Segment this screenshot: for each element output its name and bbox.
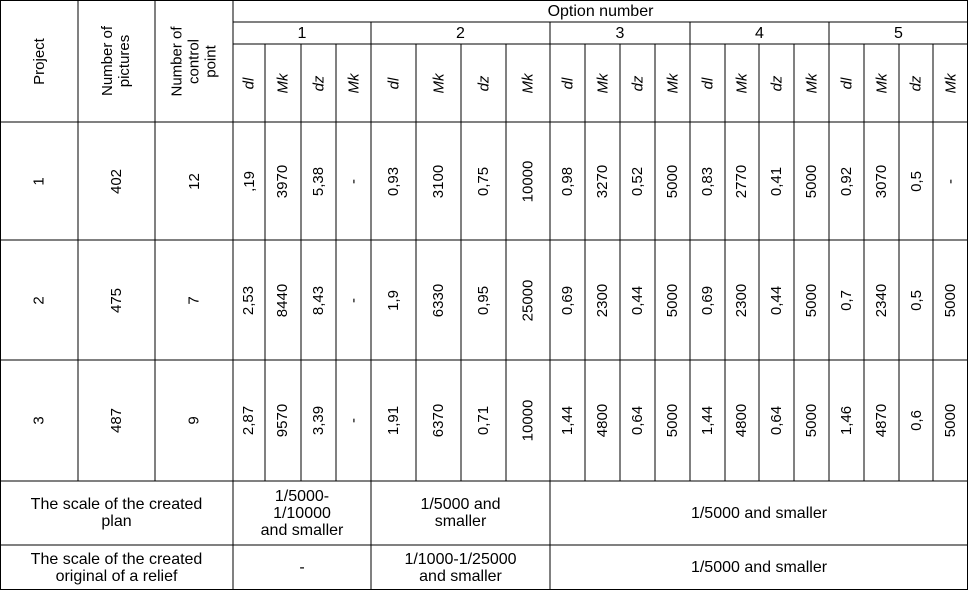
footer-relief-label: The scale of the created original of a relief <box>30 550 203 585</box>
cell-row3-opt3-col3 <box>620 360 655 481</box>
row-1-pictures-value: 402 <box>108 168 125 194</box>
cell-row3-opt2-col3 <box>461 360 506 481</box>
cell-row1-opt5-col1-text: 0,92 <box>837 166 855 196</box>
subheader-opt3-col2 <box>585 44 620 122</box>
cell-row1-opt4-col2 <box>725 122 759 240</box>
subheader-opt2-col2-text: Mk <box>430 73 447 93</box>
cell-row3-opt1-col3-text: 3,39 <box>309 405 327 436</box>
cell-row2-opt2-col3-text: 0,95 <box>474 285 492 315</box>
cell-row1-opt4-col3-text: 0,41 <box>767 166 785 196</box>
cell-row2-opt1-col4 <box>336 240 371 360</box>
cell-row3-opt4-col1-text: 1,44 <box>698 405 716 436</box>
cell-row1-opt1-col3 <box>301 122 336 240</box>
row-2-control-value: 7 <box>185 295 203 305</box>
subheader-opt1-col4-text: Mk <box>345 73 362 93</box>
subheader-opt2-col2 <box>416 44 461 122</box>
cell-row3-opt5-col1 <box>829 360 864 481</box>
cell-row2-opt2-col4-text: 25000 <box>519 279 537 321</box>
cell-row2-opt5-col3 <box>899 240 933 360</box>
header-num-control-label: Number of control point <box>168 25 220 97</box>
subheader-opt4-col1-text: dl <box>699 77 716 89</box>
cell-row3-opt1-col3 <box>301 360 336 481</box>
row-3-project-value: 3 <box>30 416 48 425</box>
subheader-opt4-col3 <box>759 44 794 122</box>
cell-row3-opt4-col4-text: 5000 <box>803 403 820 438</box>
cell-row2-opt5-col2-text: 2340 <box>873 283 890 317</box>
cell-row2-opt2-col4 <box>506 240 550 360</box>
cell-row1-opt4-col1 <box>690 122 725 240</box>
cell-row1-opt1-col2 <box>265 122 301 240</box>
cell-row3-opt3-col1 <box>550 360 585 481</box>
footer-relief-option-3-5: 1/5000 and smaller <box>690 559 828 576</box>
cell-row2-opt2-col3 <box>461 240 506 360</box>
cell-row1-opt3-col1 <box>550 122 585 240</box>
cell-row1-opt1-col3-text: 5,38 <box>309 166 327 196</box>
footer-plan-option-2: 1/5000 and smaller <box>420 496 501 530</box>
header-option-number: Option number <box>547 2 654 20</box>
footer-relief-option-2: 1/1000-1/25000 and smaller <box>404 550 517 585</box>
cell-row1-opt3-col3 <box>620 122 655 240</box>
cell-row3-opt3-col3-text: 0,64 <box>628 405 646 436</box>
subheader-opt5-col4 <box>933 44 968 122</box>
cell-row2-opt2-col1-text: 1,9 <box>384 289 402 311</box>
subheader-opt4-col1 <box>690 44 725 122</box>
cell-row3-opt1-col2-text: 9570 <box>274 403 292 438</box>
cell-row3-opt1-col4 <box>336 360 371 481</box>
cell-row3-opt2-col2-text: 6370 <box>430 403 447 438</box>
row-2-pictures-value: 475 <box>108 287 125 313</box>
cell-row3-opt5-col2-text: 4870 <box>873 403 890 438</box>
subheader-opt1-col2-text: Mk <box>274 73 292 93</box>
cell-row1-opt3-col1-text: 0,98 <box>558 166 576 196</box>
subheader-opt5-col2-text: Mk <box>873 73 890 93</box>
subheader-opt3-col1 <box>550 44 585 122</box>
cell-row3-opt4-col1 <box>690 360 725 481</box>
cell-row1-opt5-col4 <box>933 122 968 240</box>
footer-plan-option-1: 1/5000- 1/10000 and smaller <box>260 487 344 539</box>
cell-row3-opt4-col4 <box>794 360 829 481</box>
cell-row1-opt2-col4 <box>506 122 550 240</box>
cell-row2-opt4-col4-text: 5000 <box>803 283 820 317</box>
cell-row3-opt2-col2 <box>416 360 461 481</box>
subheader-opt2-col3 <box>461 44 506 122</box>
cell-row2-opt5-col4-text: 5000 <box>942 283 959 317</box>
cell-row1-opt2-col3-text: 0,75 <box>474 166 492 196</box>
cell-row1-opt1-col1 <box>233 122 265 240</box>
cell-row3-opt5-col3-text: 0,6 <box>907 410 925 431</box>
row-1-control <box>155 122 233 240</box>
cell-row3-opt1-col2 <box>265 360 301 481</box>
cell-row2-opt1-col3 <box>301 240 336 360</box>
cell-row2-opt4-col1-text: 0,69 <box>698 285 716 315</box>
row-2-control <box>155 240 233 360</box>
subheader-opt5-col1 <box>829 44 864 122</box>
footer-relief-option-1: - <box>299 559 305 576</box>
cell-row2-opt1-col4-text: - <box>345 297 362 303</box>
cell-row3-opt3-col1-text: 1,44 <box>558 405 576 436</box>
cell-row1-opt1-col4 <box>336 122 371 240</box>
cell-row3-opt2-col3-text: 0,71 <box>474 405 492 436</box>
option-number-1: 1 <box>297 24 307 42</box>
cell-row2-opt5-col4 <box>933 240 968 360</box>
cell-row1-opt5-col2 <box>864 122 899 240</box>
subheader-opt1-col3-text: dz <box>310 75 327 91</box>
row-1-control-value: 12 <box>185 172 203 190</box>
option-number-4: 4 <box>755 24 764 42</box>
cell-row2-opt3-col2 <box>585 240 620 360</box>
option-number-5: 5 <box>894 24 903 42</box>
row-3-pictures-value: 487 <box>108 407 125 434</box>
row-2-pictures <box>78 240 155 360</box>
subheader-opt3-col4-text: Mk <box>664 73 681 93</box>
subheader-opt5-col4-text: Mk <box>942 73 959 93</box>
subheader-opt5-col1-text: dl <box>838 77 855 89</box>
cell-row2-opt4-col2-text: 2300 <box>733 283 751 317</box>
subheader-opt3-col3-text: dz <box>629 75 646 91</box>
subheader-opt1-col3 <box>301 44 336 122</box>
subheader-opt4-col3-text: dz <box>768 75 785 91</box>
cell-row2-opt4-col4 <box>794 240 829 360</box>
cell-row1-opt2-col2-text: 3100 <box>430 164 447 198</box>
subheader-opt3-col2-text: Mk <box>594 73 611 93</box>
subheader-opt3-col1-text: dl <box>559 77 576 89</box>
subheader-opt3-col3 <box>620 44 655 122</box>
cell-row2-opt2-col2-text: 6330 <box>430 283 447 317</box>
cell-row2-opt5-col1-text: 0,7 <box>837 289 855 311</box>
cell-row1-opt3-col4 <box>655 122 690 240</box>
cell-row2-opt5-col1 <box>829 240 864 360</box>
row-3-control-value: 9 <box>185 416 203 425</box>
cell-row1-opt2-col1-text: 0,93 <box>384 166 402 196</box>
cell-row2-opt1-col2 <box>265 240 301 360</box>
cell-row3-opt4-col3-text: 0,64 <box>767 405 785 436</box>
cell-row2-opt4-col1 <box>690 240 725 360</box>
subheader-opt1-col2 <box>265 44 301 122</box>
cell-row3-opt3-col4-text: 5000 <box>664 403 681 438</box>
row-1-pictures <box>78 122 155 240</box>
row-1-project-value: 1 <box>30 176 48 186</box>
cell-row3-opt2-col4 <box>506 360 550 481</box>
cell-row1-opt4-col1-text: 0,83 <box>698 166 716 196</box>
row-1-project <box>0 122 78 240</box>
cell-row1-opt5-col1 <box>829 122 864 240</box>
cell-row2-opt4-col2 <box>725 240 759 360</box>
cell-row3-opt5-col1-text: 1,46 <box>837 405 855 436</box>
cell-row1-opt1-col4-text: - <box>345 178 362 184</box>
cell-row1-opt3-col2 <box>585 122 620 240</box>
subheader-opt2-col1-text: dl <box>385 77 402 89</box>
cell-row2-opt3-col1 <box>550 240 585 360</box>
cell-row1-opt3-col2-text: 3270 <box>594 164 611 198</box>
cell-row2-opt3-col1-text: 0,69 <box>558 285 576 315</box>
cell-row1-opt2-col1 <box>371 122 416 240</box>
cell-row1-opt5-col4-text: - <box>942 178 959 184</box>
row-3-pictures <box>78 360 155 481</box>
cell-row3-opt4-col2-text: 4800 <box>733 403 751 438</box>
header-num-pictures <box>78 0 155 122</box>
cell-row2-opt3-col4 <box>655 240 690 360</box>
cell-row2-opt5-col2 <box>864 240 899 360</box>
cell-row2-opt4-col3-text: 0,44 <box>767 285 785 315</box>
subheader-opt4-col4 <box>794 44 829 122</box>
row-2-project-value: 2 <box>30 295 48 305</box>
subheader-opt2-col4 <box>506 44 550 122</box>
cell-row1-opt4-col4 <box>794 122 829 240</box>
cell-row1-opt5-col3 <box>899 122 933 240</box>
cell-row2-opt2-col1 <box>371 240 416 360</box>
header-project-label: Project <box>30 37 48 85</box>
cell-row3-opt3-col2 <box>585 360 620 481</box>
subheader-opt4-col2 <box>725 44 759 122</box>
subheader-opt1-col4 <box>336 44 371 122</box>
option-number-2: 2 <box>456 24 465 42</box>
cell-row3-opt5-col4 <box>933 360 968 481</box>
footer-plan-option-3-5: 1/5000 and smaller <box>690 504 828 522</box>
cell-row1-opt4-col4-text: 5000 <box>803 164 820 198</box>
footer-plan-label: The scale of the created plan <box>30 496 203 530</box>
subheader-opt3-col4 <box>655 44 690 122</box>
cell-row1-opt4-col2-text: 2770 <box>733 164 751 198</box>
cell-row1-opt1-col1-text: ,19 <box>240 170 258 192</box>
cell-row3-opt4-col3 <box>759 360 794 481</box>
option-number-3: 3 <box>615 24 625 42</box>
cell-row2-opt1-col1-text: 2,53 <box>240 285 258 315</box>
subheader-opt2-col4-text: Mk <box>519 73 537 93</box>
row-2-project <box>0 240 78 360</box>
cell-row3-opt1-col4-text: - <box>345 418 362 423</box>
cell-row3-opt4-col2 <box>725 360 759 481</box>
cell-row3-opt1-col1 <box>233 360 265 481</box>
row-3-project <box>0 360 78 481</box>
cell-row3-opt3-col4 <box>655 360 690 481</box>
cell-row2-opt1-col3-text: 8,43 <box>309 285 327 315</box>
cell-row1-opt4-col3 <box>759 122 794 240</box>
subheader-opt5-col2 <box>864 44 899 122</box>
row-3-control <box>155 360 233 481</box>
cell-row3-opt3-col2-text: 4800 <box>594 403 611 438</box>
cell-row3-opt5-col4-text: 5000 <box>942 403 959 438</box>
cell-row1-opt5-col3-text: 0,5 <box>907 170 925 192</box>
subheader-opt4-col4-text: Mk <box>803 73 820 93</box>
header-num-pictures-label: Number of pictures <box>99 25 134 97</box>
cell-row3-opt5-col2 <box>864 360 899 481</box>
cell-row2-opt3-col2-text: 2300 <box>594 283 611 317</box>
cell-row1-opt3-col4-text: 5000 <box>664 164 681 198</box>
cell-row3-opt2-col4-text: 10000 <box>519 399 537 442</box>
subheader-opt5-col3 <box>899 44 933 122</box>
cell-row2-opt4-col3 <box>759 240 794 360</box>
cell-row2-opt2-col2 <box>416 240 461 360</box>
cell-row2-opt5-col3-text: 0,5 <box>907 289 925 311</box>
cell-row2-opt1-col2-text: 8440 <box>274 283 292 317</box>
cell-row3-opt2-col1-text: 1,91 <box>384 405 402 436</box>
cell-row2-opt3-col3 <box>620 240 655 360</box>
cell-row1-opt1-col2-text: 3970 <box>274 164 292 198</box>
subheader-opt1-col1 <box>233 44 265 122</box>
cell-row1-opt2-col2 <box>416 122 461 240</box>
cell-row1-opt5-col2-text: 3070 <box>873 164 890 198</box>
cell-row1-opt3-col3-text: 0,52 <box>628 166 646 196</box>
header-project <box>0 0 78 122</box>
subheader-opt2-col1 <box>371 44 416 122</box>
cell-row3-opt5-col3 <box>899 360 933 481</box>
header-num-control <box>155 0 233 122</box>
cell-row2-opt1-col1 <box>233 240 265 360</box>
cell-row1-opt2-col4-text: 10000 <box>519 160 537 202</box>
subheader-opt4-col2-text: Mk <box>733 73 751 93</box>
cell-row3-opt2-col1 <box>371 360 416 481</box>
subheader-opt1-col1-text: dl <box>240 77 258 89</box>
cell-row3-opt1-col1-text: 2,87 <box>240 405 258 436</box>
subheader-opt5-col3-text: dz <box>907 75 925 91</box>
cell-row1-opt2-col3 <box>461 122 506 240</box>
cell-row2-opt3-col3-text: 0,44 <box>628 285 646 315</box>
subheader-opt2-col3-text: dz <box>475 75 492 91</box>
cell-row2-opt3-col4-text: 5000 <box>664 283 681 317</box>
